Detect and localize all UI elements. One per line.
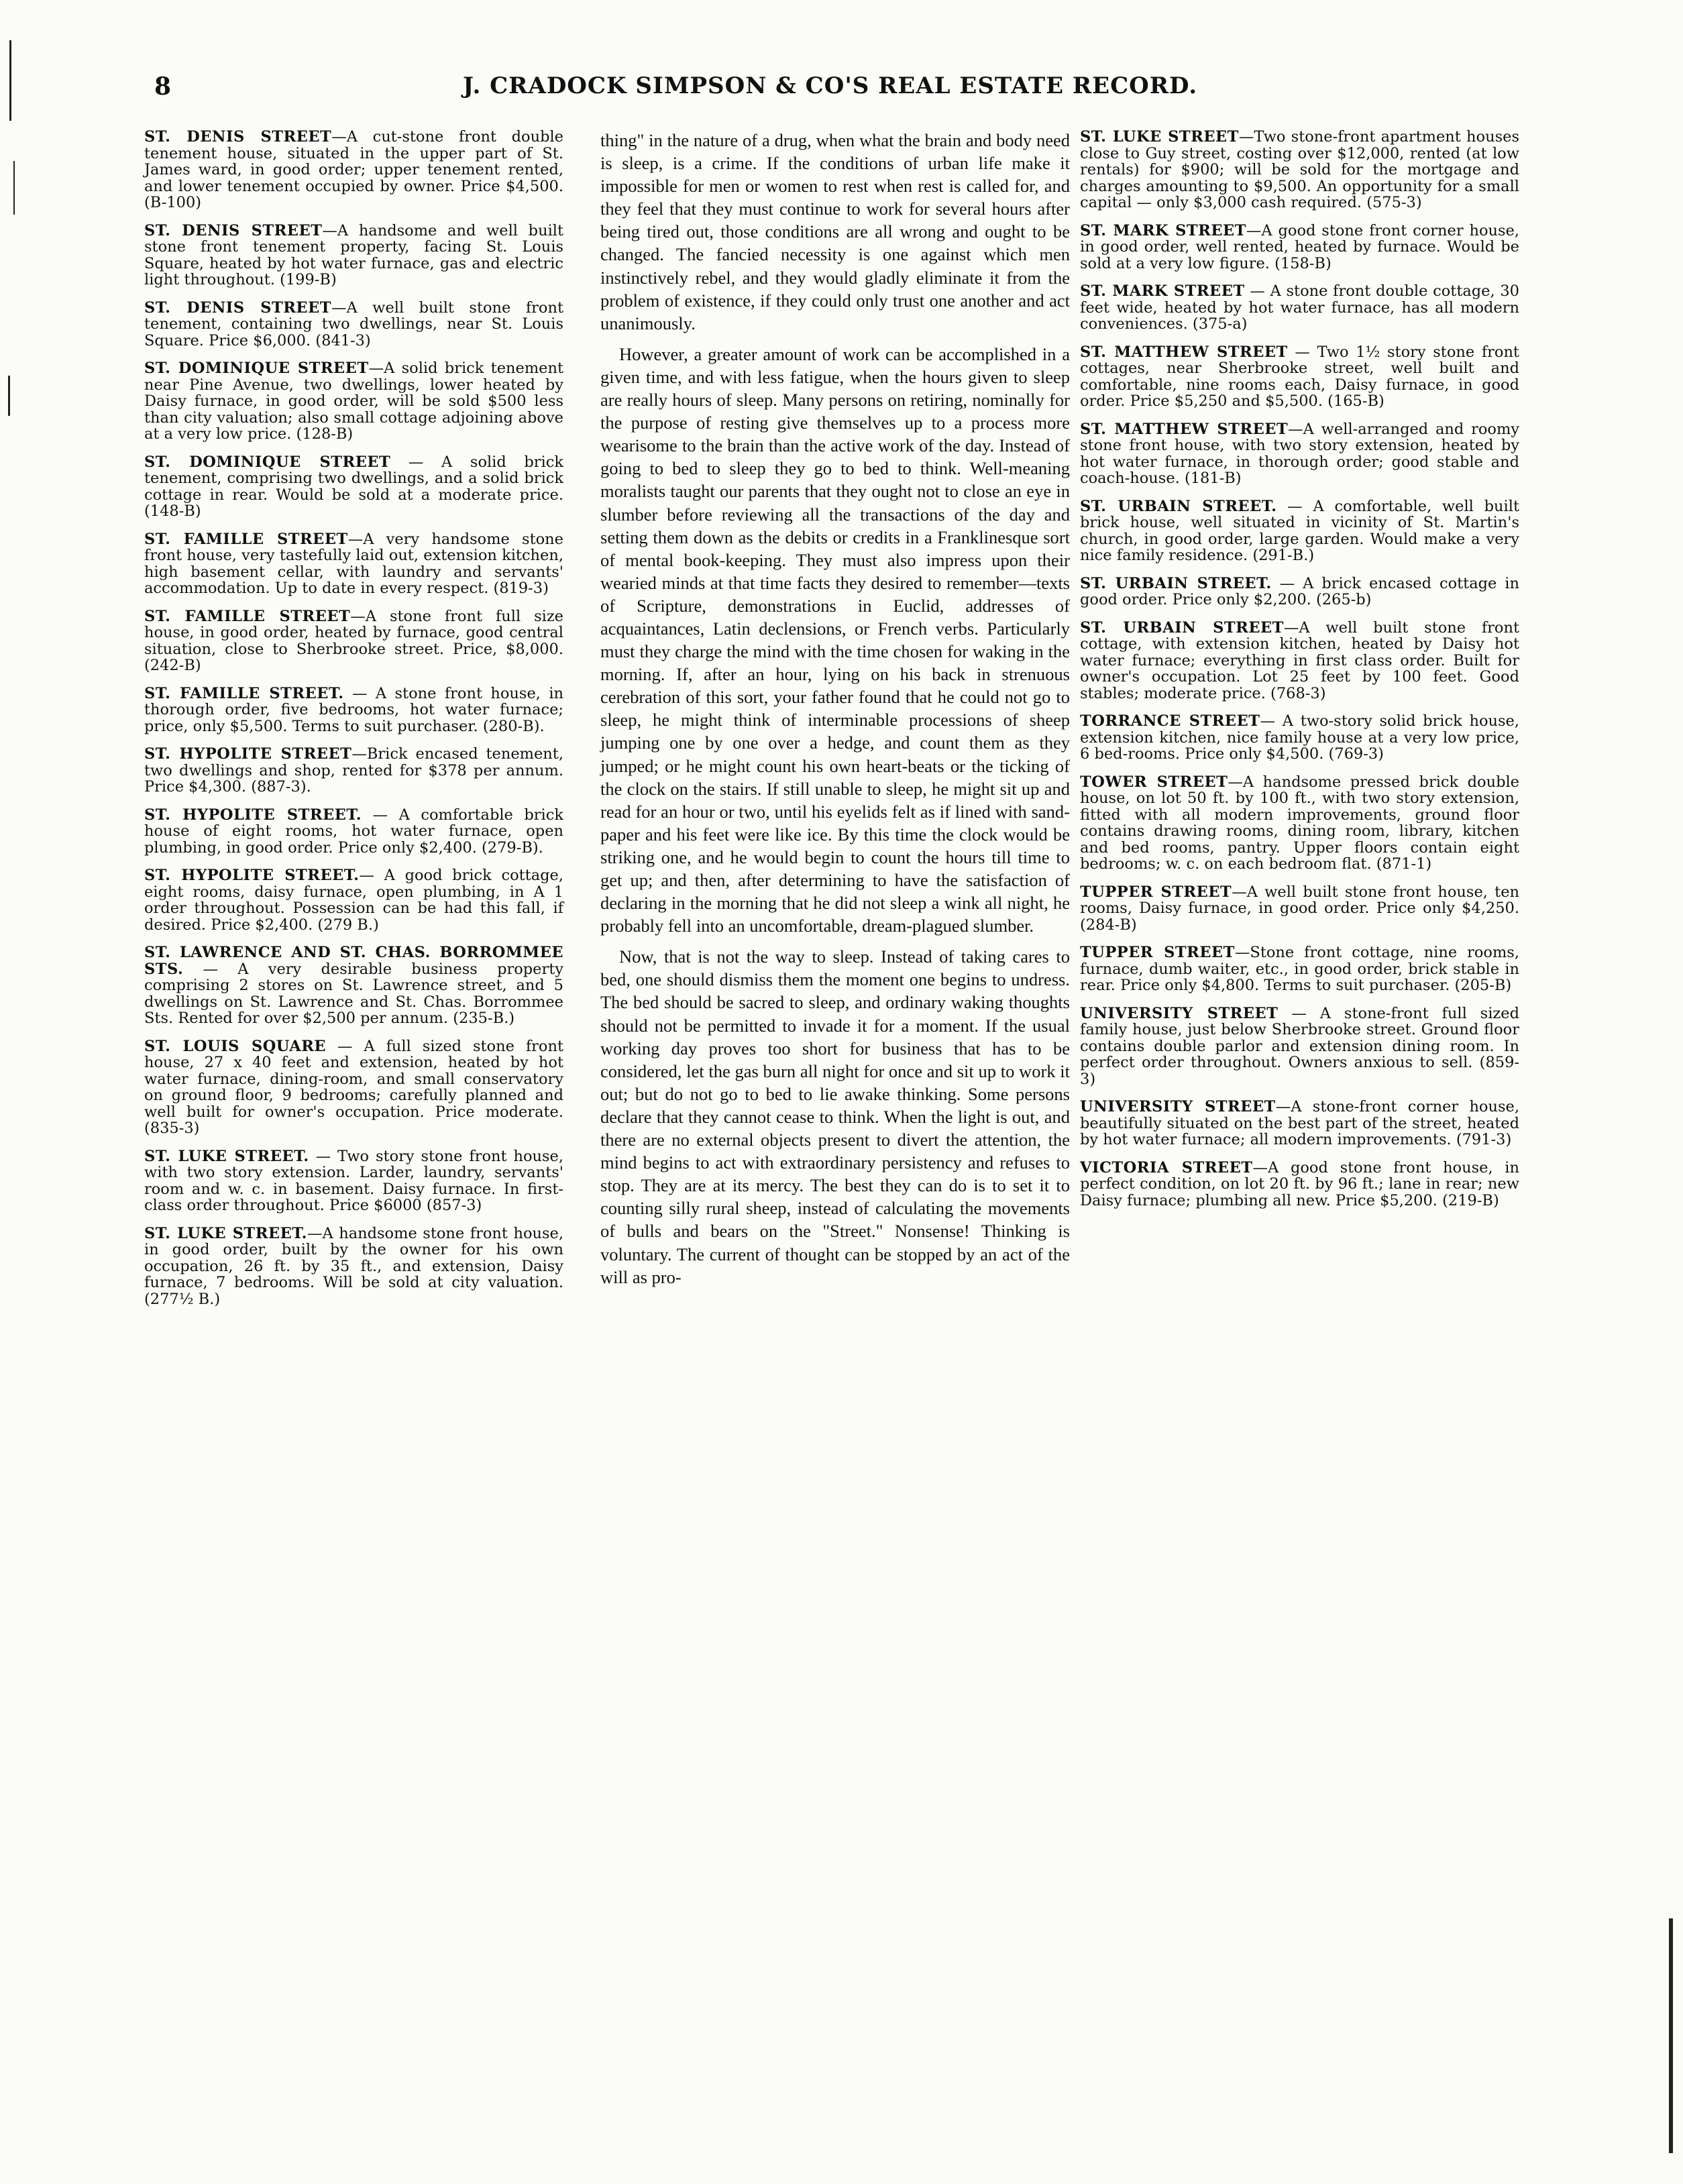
essay-paragraph: However, a greater amount of work can be accomplished in a given time, and with less fatigue, when the hours given to sleep are really hours of sleep. Many persons on retiring, nominally for the purpose of resting give themselves up to a process more wearisome to the brain than the active work of the day. Instead of going to bed to sleep they go to bed to think. Well-meaning moralists taught our parents that they ought not to close an eye in slumber before reviewing all the transactions of the day and setting them down as the debits or credits in a Franklinesque sort of mental book-keeping. They must also impress upon their wearied minds at that time facts they desired to remember—texts of Scripture, demonstrations in Euclid, addresses of acquaintances, Latin declensions, or French verbs. Particularly must they charge the mind with the time chosen for waking in the morning. If, after an hour, lying on his back in strenuous cerebration of this sort, your father found that he could not go to sleep, he might think of interminable processions of sheep jumping one by one over a hedge, and count them as they jumped; or he might count his own heart-beats or the ticking of the clock on the stairs. If still unable to sleep, he might sit up and read for an hour or two, until his eyelids felt as if lined with sand-paper and his feet were like ice. By this time the clock would be striking one, and he would begin to count the hours till time to get up; and then, after determining to have the satisfaction of declaring in the morning that he did not sleep a wink all night, he probably fell into an uncomfortable, dream-plagued slumber.: [600, 343, 1070, 936]
listing: [144, 807, 563, 857]
scan-edge-mark: [13, 161, 15, 215]
listing-street: ST. LUKE STREET.: [144, 1224, 307, 1242]
listing-text: —A well built stone front tenement, containing two dwellings, near St. Louis Square. Price $6,000. (841-3): [144, 298, 563, 349]
listing-street: ST. URBAIN STREET.: [1080, 574, 1272, 592]
listing-text: —A cut-stone front double tenement house, situated in the upper part of St. James ward, in good order; upper tenement rented, and lower tenement occupied by owner. Price $4,500. (B-100): [144, 128, 563, 211]
listing-street: ST. FAMILLE STREET.: [144, 684, 344, 702]
listing-text: —Stone front cottage, nine rooms, furnace, dumb waiter, etc., in good order, brick stable in rear. Price only $4,800. Terms to suit purchaser. (205-B): [1080, 944, 1519, 994]
listing-text: — A stone front house, in thorough order, five bedrooms, hot water furnace; price, only $5,500. Terms to suit purchaser. (280-B).: [144, 684, 564, 735]
listing-street: ST. MARK STREET: [1080, 282, 1245, 300]
listing: [1080, 283, 1519, 333]
listing-street: TOWER STREET: [1080, 773, 1228, 791]
listing: [1080, 421, 1519, 487]
listing-text: — A good brick cottage, eight rooms, daisy furnace, open plumbing, in A 1 order throughout. Possession can be had this fall, if desired. Price $2,400. (279 B.): [144, 867, 563, 934]
listing-street: ST. FAMILLE STREET: [144, 530, 348, 548]
listing-text: — A comfortable brick house of eight rooms, hot water furnace, open plumbing, in good order. Price only $2,400. (279-B).: [144, 806, 563, 857]
listing-street: TUPPER STREET: [1080, 883, 1232, 901]
listing: [144, 454, 563, 520]
listing: [1080, 1099, 1519, 1148]
listing-street: TUPPER STREET: [1080, 944, 1235, 961]
listing: [1080, 223, 1519, 272]
listing-street: ST. HYPOLITE STREET: [144, 745, 352, 763]
listing-street: ST. FAMILLE STREET: [144, 607, 351, 625]
listing-street: ST. MARK STREET: [1080, 221, 1246, 239]
running-title: J. CRADOCK SIMPSON & CO'S REAL ESTATE RECORD.: [463, 72, 1198, 99]
listing-text: —A well built stone front cottage, with extension kitchen, heated by Daisy hot water furnace; everything in first class order. Built for owner's occupation. Lot 25 feet by 100 feet. Good stables; moderate price. (768-3): [1080, 618, 1519, 702]
listing-text: —A very handsome stone front house, very tastefully laid out, extension kitchen, high basement cellar, with laundry and servants' accommodation. Up to date in every respect. (819-3): [144, 530, 563, 597]
listing-street: ST. HYPOLITE STREET.: [144, 867, 360, 884]
essay-paragraph: thing" in the nature of a drug, when what the brain and body need is sleep, is a crime. If the conditions of urban life make it impossible for men or women to rest when rest is called for, and they feel that they must continue to work for several hours after being tired out, those conditions are all wrong and ought to be changed. The fancied necessity is one against which men instinctively rebel, and they would gladly eliminate it from the problem of existence, if they could only trust one another and act unanimously.: [600, 130, 1070, 333]
listing-text: —Brick encased tenement, two dwellings and shop, rented for $378 per annum. Price $4,300. (887-3).: [144, 745, 563, 796]
listing-street: ST. LUKE STREET: [1080, 128, 1239, 146]
listing-street: VICTORIA STREET: [1080, 1158, 1253, 1177]
listing-text: —A well-arranged and roomy stone front house, with two story extension, heated by hot water furnace, in thorough order; good stable and coach-house. (181-B): [1080, 420, 1519, 487]
listing-text: —A handsome stone front house, in good order, built by the owner for his own occupation, 26 ft. by 35 ft., and extension, Daisy furnace, 7 bedrooms. Will be sold at city valuation. (277½ B.): [144, 1224, 563, 1308]
listing-text: —A good stone front house, in perfect condition, on lot 20 ft. by 96 ft.; lane in rear; new Daisy furnace; plumbing all new. Price $5,200. (219-B): [1080, 1158, 1519, 1209]
listing: [1080, 713, 1519, 763]
listing-street: ST. DOMINIQUE STREET: [144, 360, 369, 377]
listing-text: —Two stone-front apartment houses close to Guy street, costing over $12,000, rented (at low rentals) for $900; will be sold for the mortgage and charges amounting to $9,500. An opportunity for a small capital — only $3,000 cash required. (575-3): [1080, 128, 1519, 211]
listing-text: — A very desirable business property comprising 2 stores on St. Lawrence street, and 5 dwellings on St. Lawrence and St. Chas. Borrommee Sts. Rented for over $2,500 per annum. (235-B.): [144, 960, 563, 1027]
listing: [1080, 576, 1519, 608]
listing: [1080, 1005, 1519, 1088]
listing: [1080, 1160, 1519, 1209]
listing-street: ST. HYPOLITE STREET.: [144, 806, 362, 824]
listing-street: ST. DENIS STREET: [144, 221, 323, 239]
listing-text: — A full sized stone front house, 27 x 40 feet and extension, heated by hot water furnace, dining-room, and small conservatory on ground floor, 9 bedrooms; carefully planned and well built for owner's occupation. Price moderate. (835-3): [144, 1037, 563, 1137]
listing-text: —A stone front full size house, in good order, heated by furnace, good central situation, close to Sherbrooke street. Price, $8,000. (242-B): [144, 607, 563, 674]
scan-edge-mark: [9, 40, 11, 121]
listing-street: ST. DENIS STREET: [144, 128, 332, 146]
listing-street: ST. URBAIN STREET: [1080, 618, 1284, 637]
listing: [1080, 774, 1519, 873]
listing-text: — Two 1½ story stone front cottages, near Sherbrooke street, well built and comfortable, nine rooms each, Daisy furnace, in good order. Price $5,250 and $5,500. (165-B): [1080, 343, 1519, 410]
listing: [144, 608, 563, 674]
listing: [1080, 344, 1519, 410]
listing-text: —A stone-front corner house, beautifully situated on the best part of the street, heated by hot water furnace; all modern improvements. (791-3): [1080, 1098, 1519, 1148]
column-left-listings: [144, 129, 563, 1319]
column-right-listings: [1080, 129, 1519, 1220]
listing: [1080, 498, 1519, 564]
listing-text: —A handsome pressed brick double house, on lot 50 ft. by 100 ft., with two story extension, fitted with all modern improvements, ground floor contains drawing rooms, dining room, library, kitchen and bed rooms, pantry. Upper floors contain eight bedrooms; w. c. on each bedroom flat. (871-1): [1080, 773, 1519, 873]
listing-street: TORRANCE STREET: [1080, 712, 1260, 730]
listing-street: ST. LOUIS SQUARE: [144, 1037, 327, 1055]
listing: [144, 129, 563, 211]
listing-text: — A comfortable, well built brick house, well situated in vicinity of St. Martin's church, in good order, large garden. Would make a very nice family residence. (291-B.): [1080, 497, 1519, 564]
scan-edge-mark: [1669, 1918, 1673, 2153]
listing: [1080, 884, 1519, 934]
listing-text: —A solid brick tenement near Pine Avenue, two dwellings, lower heated by Daisy furnace, in good order, will be sold $500 less than city valuation; also small cottage adjoining above at a very low price. (128-B): [144, 360, 563, 443]
listing-text: — A two-story solid brick house, extension kitchen, nice family house at a very low price, 6 bed-rooms. Price only $4,500. (769-3): [1080, 712, 1519, 763]
listing: [144, 360, 563, 443]
scan-edge-mark: [8, 376, 10, 416]
listing: [1080, 620, 1519, 702]
listing: [1080, 944, 1519, 994]
listing-street: ST. LAWRENCE AND ST. CHAS. BORROMMEE STS.: [144, 944, 563, 978]
listing-street: ST. MATTHEW STREET: [1080, 343, 1288, 361]
listing-text: — A brick encased cottage in good order. Price only $2,200. (265-b): [1080, 574, 1519, 608]
listing-street: ST. DENIS STREET: [144, 298, 331, 317]
listing: [144, 1225, 563, 1308]
listing-street: ST. URBAIN STREET.: [1080, 497, 1277, 515]
listing: [144, 531, 563, 597]
listing: [144, 300, 563, 349]
listing: [144, 686, 563, 735]
listing: [144, 867, 563, 933]
listing-text: — A solid brick tenement, comprising two dwellings, and a solid brick cottage in rear. Would be sold at a moderate price. (148-B): [144, 453, 563, 520]
page-number: 8: [154, 72, 172, 101]
page-header: [154, 72, 1442, 119]
essay-paragraph: Now, that is not the way to sleep. Instead of taking cares to bed, one should dismiss them the moment one begins to undress. The bed should be sacred to sleep, and ordinary waking thoughts should not be permitted to invade it for a moment. If the usual working day proves too short for business that has to be considered, let the gas burn all night for once and sit up to work it out; but do not go to bed to lie awake thinking. Some persons declare that they cannot cease to think. When the light is out, and there are no external objects present to divert the attention, the mind begins to act with extraordinary persistency and refuses to stop. They are at its mercy. The best they can do is to set it to counting silly rural sheep, instead of calculating the movements of bulls and bears on the "Street." Nonsense! Thinking is voluntary. The current of thought can be stopped by an act of the will as pro-: [600, 946, 1070, 1287]
listing: [144, 1148, 563, 1214]
listing-text: —A well built stone front house, ten rooms, Daisy furnace, in good order. Price only $4,250. (284-B): [1080, 883, 1519, 934]
listing: [1080, 129, 1519, 211]
listing-text: —A handsome and well built stone front tenement property, facing St. Louis Square, heated by hot water furnace, gas and electric light throughout. (199-B): [144, 221, 563, 288]
listing-text: — A stone-front full sized family house, just below Sherbrooke street. Ground floor contains double parlor and extension dining room. In perfect order throughout. Owners anxious to sell. (859-3): [1080, 1004, 1519, 1088]
column-middle-essay: [600, 129, 1070, 1297]
listing: [144, 944, 563, 1027]
listing: [144, 746, 563, 796]
listing-text: — A stone front double cottage, 30 feet wide, heated by hot water furnace, has all modern conveniences. (375-a): [1080, 282, 1519, 333]
listing-text: —A good stone front corner house, in good order, well rented, heated by furnace. Would be sold at a very low figure. (158-B): [1080, 221, 1519, 272]
listing-street: UNIVERSITY STREET: [1080, 1004, 1279, 1022]
listing-street: ST. DOMINIQUE STREET: [144, 453, 391, 471]
listing-street: ST. LUKE STREET.: [144, 1147, 309, 1165]
listing-street: ST. MATTHEW STREET: [1080, 420, 1289, 438]
listing-text: — Two story stone front house, with two story extension. Larder, laundry, servants' room and w. c. in basement. Daisy furnace. In first-class order throughout. Price $6000 (857-3): [144, 1147, 563, 1214]
listing: [144, 1038, 563, 1137]
listing-street: UNIVERSITY STREET: [1080, 1098, 1276, 1115]
listing: [144, 223, 563, 288]
